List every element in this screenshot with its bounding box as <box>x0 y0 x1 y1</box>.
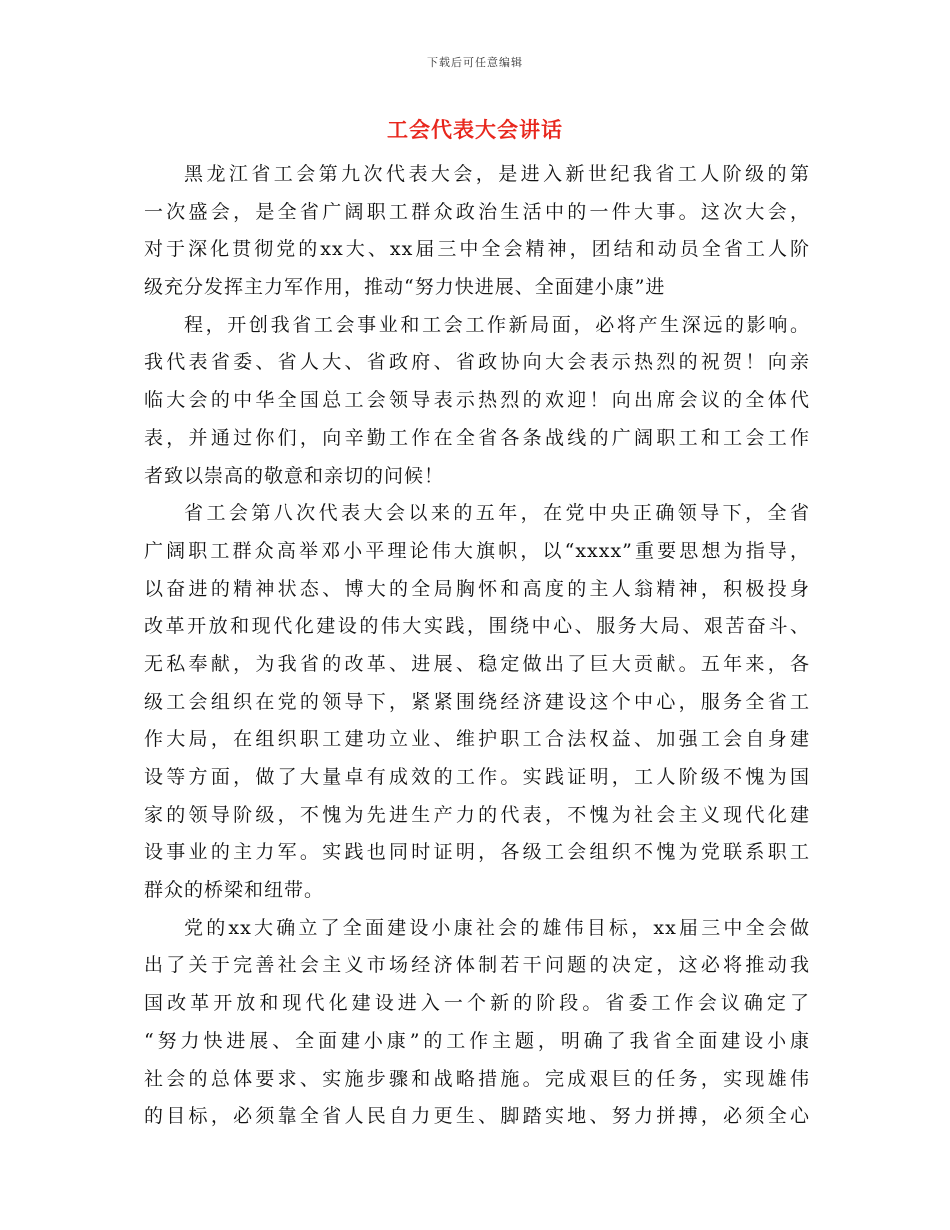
download-note: 下载后可任意编辑 <box>427 56 523 69</box>
body-line: 出了关于完善社会主义市场经济体制若干问题的决定，这必将推动我 <box>144 954 810 977</box>
body-line: 党的xx大确立了全面建设小康社会的雄伟目标，xx届三中全会做 <box>184 916 810 939</box>
body-line: 国改革开放和现代化建设进入一个新的阶段。省委工作会议确定了 <box>144 992 810 1015</box>
body-line: 无私奉献，为我省的改革、进展、稳定做出了巨大贡献。五年来，各 <box>144 652 810 675</box>
body-line: 设等方面，做了大量卓有成效的工作。实践证明，工人阶级不愧为国 <box>144 766 810 788</box>
body-line: 者致以崇高的敬意和亲切的问候！ <box>144 464 445 487</box>
body-line: 表，并通过你们，向辛勤工作在全省各条战线的广阔职工和工会工作 <box>144 426 810 449</box>
body-line: 级工会组织在党的领导下，紧紧围绕经济建设这个中心，服务全省工 <box>144 690 810 713</box>
body-line: 省工会第八次代表大会以来的五年，在党中央正确领导下，全省 <box>184 502 810 525</box>
body-line: 黑龙江省工会第九次代表大会，是进入新世纪我省工人阶级的第 <box>184 163 810 185</box>
body-line: “努力快进展、全面建小康”的工作主题，明确了我省全面建设小康 <box>144 1029 810 1052</box>
body-line: 作大局，在组织职工建功立业、维护职工合法权益、加强工会自身建 <box>144 728 810 751</box>
body-line: 级充分发挥主力军作用，推动“努力快进展、全面建小康”进 <box>144 276 666 299</box>
body-line: 社会的总体要求、实施步骤和战略措施。完成艰巨的任务，实现雄伟 <box>144 1067 810 1090</box>
document-body <box>144 156 810 1136</box>
document-title: 工会代表大会讲话 <box>387 118 563 142</box>
body-line: 群众的桥梁和纽带。 <box>144 879 325 902</box>
body-line: 设事业的主力军。实践也同时证明，各级工会组织不愧为党联系职工 <box>144 841 810 864</box>
body-line: 一次盛会，是全省广阔职工群众政治生活中的一件大事。这次大会， <box>144 200 810 223</box>
body-line: 家的领导阶级，不愧为先进生产力的代表，不愧为社会主义现代化建 <box>144 803 810 826</box>
body-line: 临大会的中华全国总工会领导表示热烈的欢迎！向出席会议的全体代 <box>144 389 810 412</box>
body-line: 程，开创我省工会事业和工会工作新局面，必将产生深远的影响。 <box>184 313 810 336</box>
body-line: 对于深化贯彻党的xx大、xx届三中全会精神，团结和动员全省工人阶 <box>144 238 810 261</box>
body-line: 的目标，必须靠全省人民自力更生、脚踏实地、努力拼搏，必须全心 <box>144 1105 810 1128</box>
body-line: 我代表省委、省人大、省政府、省政协向大会表示热烈的祝贺！向亲 <box>144 351 810 374</box>
body-line: 改革开放和现代化建设的伟大实践，围绕中心、服务大局、艰苦奋斗、 <box>144 615 810 638</box>
body-line: 广阔职工群众高举邓小平理论伟大旗帜，以“xxxx”重要思想为指导， <box>144 539 810 562</box>
body-line: 以奋进的精神状态、博大的全局胸怀和高度的主人翁精神，积极投身 <box>144 577 810 600</box>
